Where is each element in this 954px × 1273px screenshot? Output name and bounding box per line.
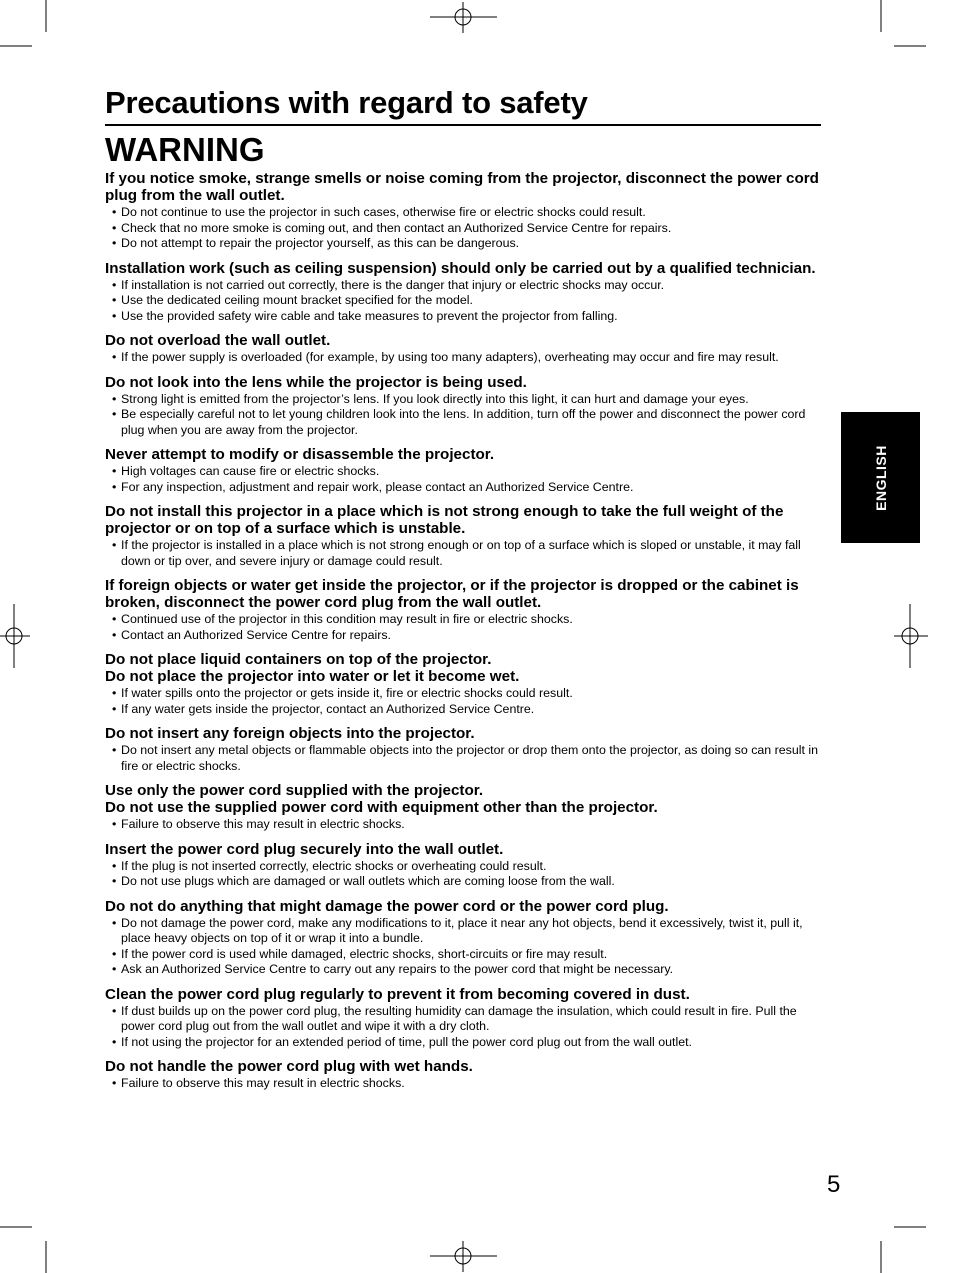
bullet-item: • Do not damage the power cord, make any modifications to it, place it near any hot objects, bend it excessively, twist it, pull it, place heavy objects on top of it or wrap it into a bundle. (105, 916, 821, 947)
bullet-item: • Contact an Authorized Service Centre for repairs. (105, 628, 821, 644)
section-heading (105, 260, 821, 277)
language-tab-label: ENGLISH (872, 444, 889, 511)
bullet-list (105, 916, 821, 978)
section-heading (105, 651, 821, 685)
warning-section (105, 374, 821, 439)
warning-heading: WARNING (105, 131, 265, 168)
bullet-item: • If the power cord is used while damaged, electric shocks, short-circuits or fire may result. (105, 947, 821, 963)
warning-list (105, 170, 821, 1100)
warning-section (105, 170, 821, 252)
section-heading (105, 577, 821, 611)
bullet-list (105, 1076, 821, 1092)
warning-section (105, 332, 821, 366)
bullet-item: • For any inspection, adjustment and repair work, please contact an Authorized Service Centre. (105, 480, 821, 496)
section-heading-line: Do not place the projector into water or let it become wet. (105, 668, 520, 685)
section-heading-line: Insert the power cord plug securely into the wall outlet. (105, 840, 504, 858)
section-heading-line: Do not use the supplied power cord with equipment other than the projector. (105, 799, 658, 816)
bullet-item: • If the power supply is overloaded (for example, by using too many adapters), overheating may occur and fire may result. (105, 350, 821, 366)
page-number: 5 (827, 1171, 841, 1198)
warning-section (105, 898, 821, 978)
bullet-list (105, 817, 821, 833)
bullet-item: • If dust builds up on the power cord plug, the resulting humidity can damage the insulation, which could result in fire. Pull the power cord plug out from the wall outlet and wipe it with a dry cloth. (105, 1004, 821, 1035)
section-heading (105, 841, 821, 858)
bullet-item: • If the plug is not inserted correctly, electric shocks or overheating could result. (105, 859, 821, 875)
bullet-item: • Ask an Authorized Service Centre to carry out any repairs to the power cord that might be necessary. (105, 962, 821, 978)
section-heading-line: Do not look into the lens while the projector is being used. (105, 373, 527, 391)
bullet-list (105, 859, 821, 890)
bullet-item: • Use the dedicated ceiling mount bracket specified for the model. (105, 293, 821, 309)
bullet-list (105, 205, 821, 252)
section-heading-line: Installation work (such as ceiling suspension) should only be carried out by a qualified technician. (105, 259, 816, 277)
section-heading-line: If foreign objects or water get inside the projector, or if the projector is dropped or the cabinet is broken, disconnect the power cord plug from the wall outlet. (105, 577, 799, 611)
section-heading-line: Use only the power cord supplied with the projector. (105, 782, 484, 799)
section-heading (105, 503, 821, 537)
section-heading-line: Do not insert any foreign objects into the projector. (105, 725, 475, 742)
bullet-list (105, 1004, 821, 1051)
page-title: Precautions with regard to safety (105, 83, 821, 126)
bullet-item: • If installation is not carried out correctly, there is the danger that injury or electric shocks may occur. (105, 278, 821, 294)
warning-section (105, 986, 821, 1051)
warning-section (105, 651, 821, 717)
warning-section (105, 725, 821, 774)
bullet-item: • Do not use plugs which are damaged or wall outlets which are coming loose from the wall. (105, 874, 821, 890)
bullet-list (105, 278, 821, 325)
bullet-list (105, 350, 821, 366)
section-heading (105, 332, 821, 349)
bullet-list (105, 392, 821, 439)
warning-section (105, 260, 821, 325)
section-heading (105, 725, 821, 742)
section-heading (105, 446, 821, 463)
language-tab (841, 412, 920, 543)
warning-section (105, 577, 821, 643)
bullet-item: • Do not continue to use the projector in such cases, otherwise fire or electric shocks could result. (105, 205, 821, 221)
section-heading-line: Clean the power cord plug regularly to prevent it from becoming covered in dust. (105, 985, 690, 1003)
bullet-list (105, 612, 821, 643)
bullet-item: • Use the provided safety wire cable and take measures to prevent the projector from falling. (105, 309, 821, 325)
bullet-list (105, 686, 821, 717)
section-heading-line: Never attempt to modify or disassemble the projector. (105, 446, 495, 463)
section-heading (105, 986, 821, 1003)
warning-section (105, 446, 821, 495)
bullet-list (105, 743, 821, 774)
section-heading-line: Do not place liquid containers on top of the projector. (105, 651, 492, 668)
section-heading (105, 1058, 821, 1075)
bullet-item: • High voltages can cause fire or electric shocks. (105, 464, 821, 480)
bullet-item: • Failure to observe this may result in electric shocks. (105, 1076, 821, 1092)
bullet-list (105, 538, 821, 569)
section-heading (105, 898, 821, 915)
section-heading (105, 782, 821, 816)
bullet-list (105, 464, 821, 495)
section-heading-line: Do not install this projector in a place which is not strong enough to take the full weight of the projector or on top of a surface which is unstable. (105, 503, 784, 537)
bullet-item: • If water spills onto the projector or gets inside it, fire or electric shocks could result. (105, 686, 821, 702)
section-heading (105, 374, 821, 391)
bullet-item: • Strong light is emitted from the projector’s lens. If you look directly into this light, it can hurt and damage your eyes. (105, 392, 821, 408)
bullet-item: • Do not insert any metal objects or flammable objects into the projector or drop them onto the projector, as doing so can result in fire or electric shocks. (105, 743, 821, 774)
bullet-item: • Check that no more smoke is coming out, and then contact an Authorized Service Centre for repairs. (105, 221, 821, 237)
warning-section (105, 1058, 821, 1092)
bullet-item: • Do not attempt to repair the projector yourself, as this can be dangerous. (105, 236, 821, 252)
section-heading-line: Do not do anything that might damage the power cord or the power cord plug. (105, 897, 669, 915)
bullet-item: • Be especially careful not to let young children look into the lens. In addition, turn off the power and disconnect the power cord plug when you are away from the projector. (105, 407, 821, 438)
bullet-item: • Failure to observe this may result in electric shocks. (105, 817, 821, 833)
bullet-item: • If not using the projector for an extended period of time, pull the power cord plug out from the wall outlet. (105, 1035, 821, 1051)
section-heading-line: If you notice smoke, strange smells or noise coming from the projector, disconnect the power cord plug from the wall outlet. (105, 170, 819, 204)
bullet-item: • If any water gets inside the projector, contact an Authorized Service Centre. (105, 702, 821, 718)
warning-section (105, 841, 821, 890)
section-heading-line: Do not overload the wall outlet. (105, 332, 331, 349)
bullet-item: • Continued use of the projector in this condition may result in fire or electric shocks. (105, 612, 821, 628)
section-heading-line: Do not handle the power cord plug with wet hands. (105, 1058, 473, 1075)
warning-section (105, 782, 821, 833)
warning-section (105, 503, 821, 569)
bullet-item: • If the projector is installed in a place which is not strong enough or on top of a surface which is sloped or unstable, it may fall down or tip over, and severe injury or damage could result. (105, 538, 821, 569)
section-heading (105, 170, 821, 204)
